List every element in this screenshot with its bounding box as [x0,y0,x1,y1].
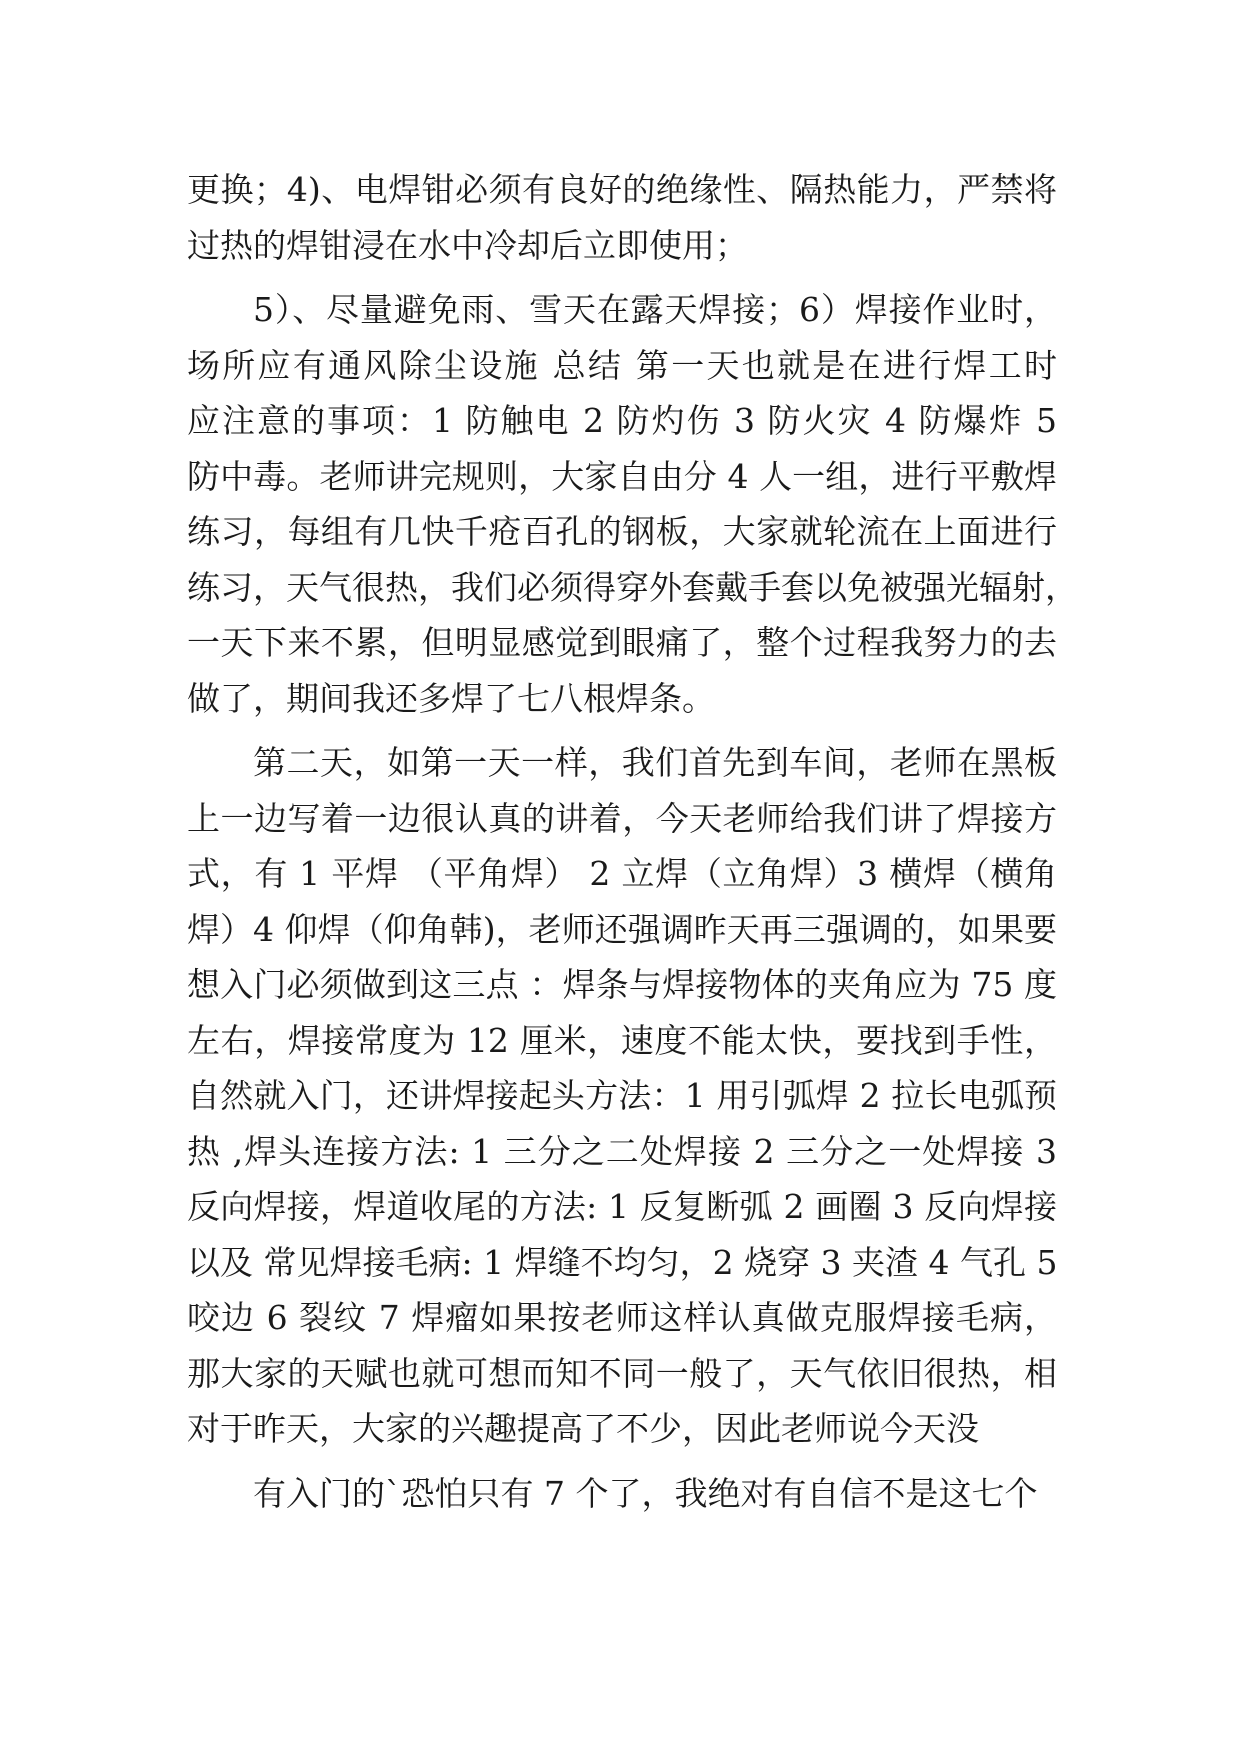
text-line: 以及 常见焊接毛病: 1 焊缝不均匀，2 烧穿 3 夹渣 4 气孔 5 [187,1242,1058,1282]
text-line: 应注意的事项：1 防触电 2 防灼伤 3 防火灾 4 防爆炸 5 [187,401,1057,440]
text-line: 有入门的`恐怕只有 7 个了，我绝对有自信不是这七个 [253,1473,1038,1513]
text-line: 一天下来不累，但明显感觉到眼痛了，整个过程我努力的去 [187,623,1057,662]
text-line: 想入门必须做到这三点 ：焊条与焊接物体的夹角应为 75 度 [187,965,1057,1004]
text-line: 上一边写着一边很认真的讲着，今天老师给我们讲了焊接方 [187,798,1057,838]
text-line: 式，有 1 平焊 （平角焊） 2 立焊（立角焊）3 横焊（横角 [187,854,1057,893]
text-line: 做了，期间我还多焊了七八根焊条。 [187,678,715,718]
paragraph-3 [187,735,1057,1457]
text-line: 5）、尽量避免雨、雪天在露天焊接；6）焊接作业时， [253,290,1057,329]
text-line: 过热的焊钳浸在水中冷却后立即使用； [187,225,748,265]
text-line: 第二天，如第一天一样，我们首先到车间，老师在黑板 [253,743,1057,782]
text-line: 练习，每组有几快千疮百孔的钢板，大家就轮流在上面进行 [187,512,1057,551]
paragraph-4 [187,1466,1057,1522]
text-line: 焊）4 仰焊（仰角韩)，老师还强调昨天再三强调的，如果要 [187,909,1057,949]
text-line: 左右，焊接常度为 12 厘米，速度不能太快，要找到手性， [187,1020,1057,1060]
text-line: 那大家的天赋也就可想而知不同一般了，天气依旧很热，相 [187,1353,1057,1393]
paragraph-1 [187,162,1057,273]
text-line: 场所应有通风除尘设施 总结 第一天也就是在进行焊工时 [187,345,1057,385]
text-line: 咬边 6 裂纹 7 焊瘤如果按老师这样认真做克服焊接毛病， [187,1298,1057,1337]
text-line: 热 ,焊头连接方法: 1 三分之二处焊接 2 三分之一处焊接 3 [187,1131,1057,1171]
text-line: 自然就入门，还讲焊接起头方法：1 用引弧焊 2 拉长电弧预 [187,1076,1057,1115]
paragraph-2 [187,282,1078,726]
text-line: 对于昨天，大家的兴趣提高了不少，因此老师说今天没 [187,1409,979,1448]
text-line: 防中毒。老师讲完规则，大家自由分 4 人一组，进行平敷焊 [187,456,1057,496]
text-line: 练习，天气很热，我们必须得穿外套戴手套以免被强光辐射， [187,567,1078,607]
body-text [187,162,1078,1521]
text-line: 更换；4)、电焊钳必须有良好的绝缘性、隔热能力，严禁将 [187,170,1057,209]
text-line: 反向焊接，焊道收尾的方法: 1 反复断弧 2 画圈 3 反向焊接 [187,1187,1057,1226]
